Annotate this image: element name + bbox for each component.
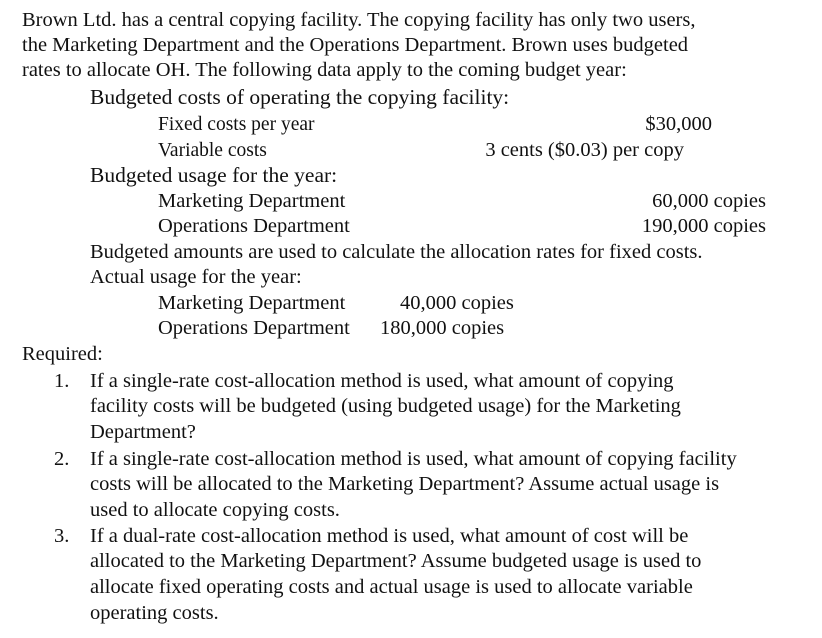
question-3-line-2: allocated to the Marketing Department? Assume budgeted usage is used to <box>90 550 702 572</box>
required-label: Required: <box>22 343 103 365</box>
question-2-line-1: If a single-rate cost-allocation method is used, what amount of copying facility <box>90 448 737 470</box>
budgeted-costs-heading: Budgeted costs of operating the copying facility: <box>90 85 510 109</box>
question-number: 1. <box>54 370 70 392</box>
question-number: 3. <box>54 525 70 547</box>
actual-marketing-value: 40,000 copies <box>400 292 514 314</box>
budgeted-operations-value: 190,000 copies <box>641 215 766 237</box>
question-number: 2. <box>54 448 70 470</box>
question-3-line-3: allocate fixed operating costs and actual usage is used to allocate variable <box>90 576 693 598</box>
budgeted-operations-label: Operations Department <box>158 215 350 237</box>
actual-operations-label: Operations Department <box>158 317 350 339</box>
intro-line-3: rates to allocate OH. The following data apply to the coming budget year: <box>22 59 627 81</box>
question-2-line-3: used to allocate copying costs. <box>90 499 340 521</box>
question-1-line-2: facility costs will be budgeted (using budgeted usage) for the Marketing <box>90 395 681 417</box>
question-3-line-4: operating costs. <box>90 602 219 624</box>
budgeted-usage-heading: Budgeted usage for the year: <box>90 163 338 187</box>
actual-marketing-label: Marketing Department <box>158 292 346 314</box>
fixed-costs-label: Fixed costs per year <box>158 114 315 135</box>
question-1-line-1: If a single-rate cost-allocation method is used, what amount of copying <box>90 370 674 392</box>
intro-line-1: Brown Ltd. has a central copying facility. The copying facility has only two users, <box>22 9 696 31</box>
actual-operations-value: 180,000 copies <box>380 317 505 339</box>
budgeted-marketing-label: Marketing Department <box>158 190 346 212</box>
intro-line-2: the Marketing Department and the Operations Department. Brown uses budgeted <box>22 34 689 56</box>
question-1-line-3: Department? <box>90 421 196 443</box>
variable-costs-value: 3 cents ($0.03) per copy <box>485 139 684 161</box>
budgeted-marketing-value: 60,000 copies <box>652 190 766 212</box>
budgeted-usage-note: Budgeted amounts are used to calculate the allocation rates for fixed costs. <box>90 241 703 263</box>
fixed-costs-value: $30,000 <box>645 113 712 135</box>
question-2-line-2: costs will be allocated to the Marketing Department? Assume actual usage is <box>90 473 720 495</box>
actual-usage-heading: Actual usage for the year: <box>90 266 302 288</box>
variable-costs-label: Variable costs <box>158 140 267 161</box>
question-3-line-1: If a dual-rate cost-allocation method is used, what amount of cost will be <box>90 525 689 547</box>
